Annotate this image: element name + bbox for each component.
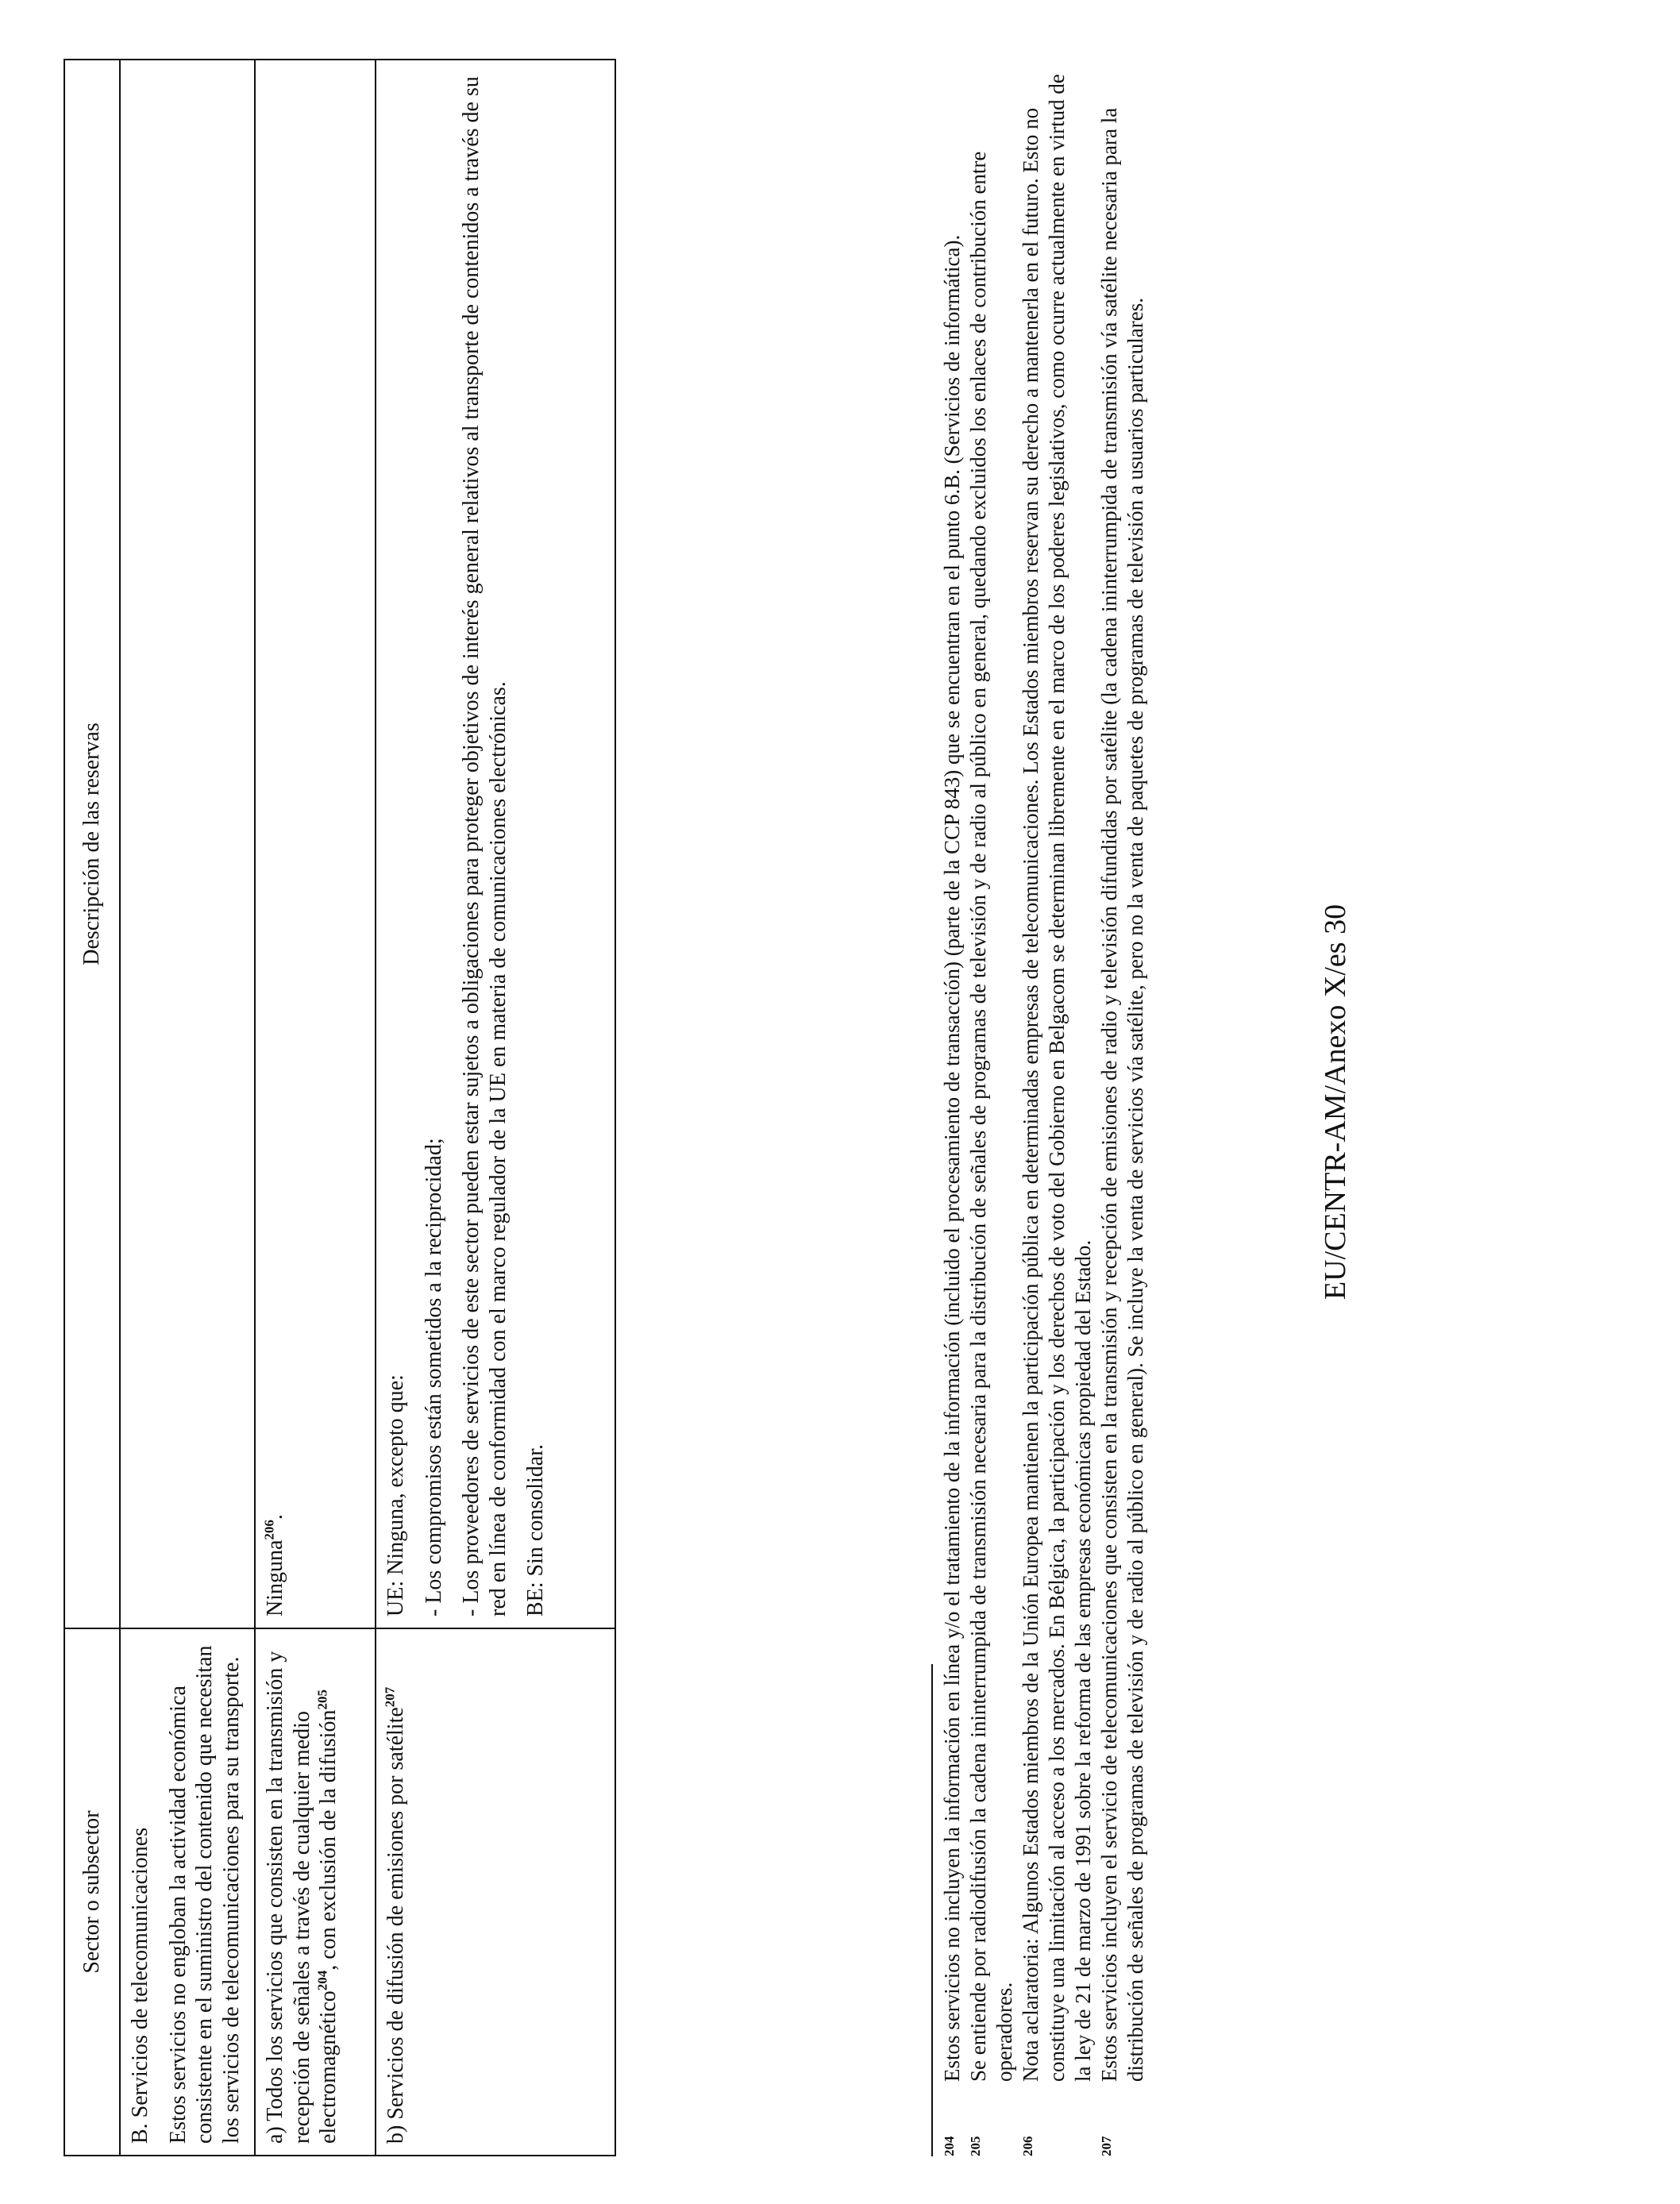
description-line: BE: Sin consolidar. (523, 1444, 549, 1616)
sector-text: a) Todos los servicios que consisten en la transmisión y recepción de señales a través de cualquier medio electromagnético (263, 1651, 341, 2144)
footnote-ref-205: 205 (314, 1690, 330, 1710)
description-cell-satellite (376, 60, 615, 1628)
footnote-205 (965, 60, 1018, 2156)
table-row (376, 60, 615, 2156)
footnote-number: 206 (1019, 2136, 1035, 2156)
footnote-206 (1018, 60, 1096, 2156)
footnote-number: 204 (942, 2136, 957, 2156)
description-line: - Los compromisos están sometidos a la reciprocidad; (421, 1138, 446, 1616)
footnote-ref-207: 207 (382, 1686, 398, 1708)
sector-cell-transmission (255, 1628, 376, 2156)
footnote-ref-204: 204 (314, 1970, 330, 1991)
sector-note: Estos servicios no engloban la actividad económica consistente en el suministro del contenido que necesitan los servicios de telecomunicaciones para su transporte. (165, 1645, 244, 2144)
sector-cell-telecom (120, 1628, 255, 2156)
footnote-text: Estos servicios no incluyen la información en línea y/o el tratamiento de la información (incluido el procesamiento de transacción) (parte de la CCP 843) que se encuentran en el punto 6.B. (Servicios de informática). (940, 234, 964, 2082)
description-text: Ninguna (263, 1539, 287, 1616)
footnote-207 (1096, 60, 1149, 2156)
footnote-text: Estos servicios incluyen el servicio de telecomunicaciones que consisten en la transmisión y recepción de emisiones de radio y televisión difundidas por satélite (la cadena ininterrumpida de transmisión vía satélite necesaria para la distribución de señales de programas de televisión y de radio al público en general). Se incluye la venta de servicios vía satélite, pero no la venta de paquetes de programas de televisión a usuarios particulares. (1096, 107, 1147, 2082)
description-cell-transmission (255, 60, 376, 1628)
footnote-number: 205 (967, 2136, 983, 2156)
description-line: - Los proveedores de servicios de este sector pueden estar sujetos a obligaciones para proteger objetivos de interés general relativos al transporte de contenidos a través de su red en línea de conformidad con el marco regulador de la UE en materia de comunicaciones electrónicas. (459, 76, 511, 1616)
description-line: UE: Ninguna, excepto que: (383, 1374, 408, 1616)
header-description: Descripción de las reservas (64, 60, 120, 1628)
footnote-separator (931, 1664, 933, 2156)
document-reference: EU/CENTR-AM/Anexo X/es 30 (1319, 904, 1352, 1300)
footnote-ref-206: 206 (261, 1520, 277, 1540)
table-row (120, 60, 255, 2156)
sector-heading: B. Servicios de telecomunicaciones (128, 1827, 152, 2144)
description-cell-empty (120, 60, 255, 1628)
table-header-row (64, 60, 120, 2156)
footnote-number: 207 (1098, 2136, 1114, 2156)
sector-cell-satellite (376, 1628, 615, 2156)
reservations-table (64, 59, 616, 2156)
sector-text-cont: , con exclusión de la difusión (316, 1709, 341, 1971)
header-sector: Sector o subsector (64, 1628, 120, 2156)
sector-text: b) Servicios de difusión de emisiones por satélite (383, 1707, 408, 2144)
footnote-text: Se entiende por radiodifusión la cadena ininterrumpida de transmisión necesaria para la distribución de señales de programas de televisión y de radio al público en general, quedando excluidos los enlaces de contribución entre operadores. (965, 151, 1016, 2082)
footnote-text: Nota aclaratoria: Algunos Estados miembros de la Unión Europea mantienen la participación pública en determinadas empresas de telecomunicaciones. Los Estados miembros reservan su derecho a mantenerla en el futuro. Esto no constituye una limitación al acceso a los mercados. En Bélgica, la participación y los derechos de voto del Gobierno en Belgacom se determinan libremente en el marco de los poderes legislativos, como ocurre actualmente en virtud de la ley de 21 de marzo de 1991 sobre la reforma de las empresas económicas propiedad del Estado. (1018, 74, 1095, 2082)
table-row (255, 60, 376, 2156)
footnote-204 (939, 60, 965, 2156)
description-period: . (263, 1514, 287, 1520)
footnotes (939, 60, 1149, 2156)
